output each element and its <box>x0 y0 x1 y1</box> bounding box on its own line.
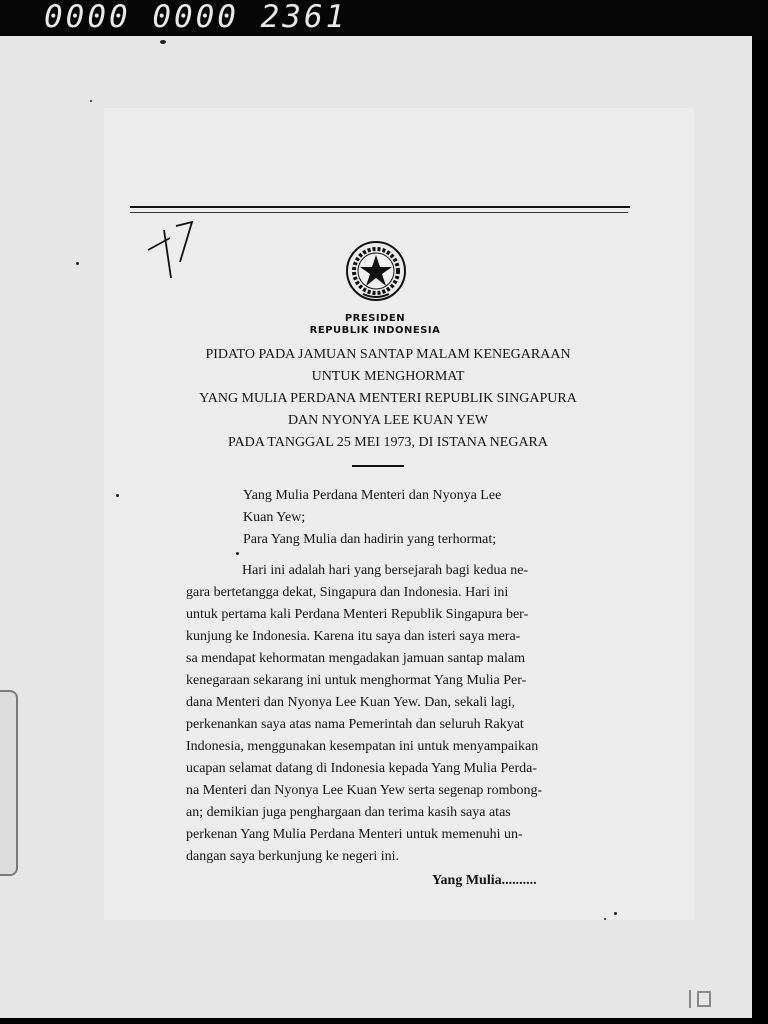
body-line: perkenankan saya atas nama Pemerintah dan seluruh Rakyat <box>186 717 524 732</box>
body-line: kenegaraan sekarang ini untuk menghormat Yang Mulia Per- <box>186 673 527 688</box>
frame-number: 0000 0000 2361 <box>44 0 348 35</box>
speech-title <box>180 344 596 454</box>
salutation-line: Kuan Yew; <box>243 510 306 525</box>
body-line: dana Menteri dan Nyonya Lee Kuan Yew. Dan, sekali lagi, <box>186 695 516 710</box>
body-line: sa mendapat kehormatan mengadakan jamuan santap malam <box>186 651 525 666</box>
body-line: kunjung ke Indonesia. Karena itu saya dan isteri saya mera- <box>186 629 521 644</box>
body-line: perkenan Yang Mulia Perdana Menteri untuk memenuhi un- <box>186 827 523 842</box>
handwritten-page-number <box>140 216 200 286</box>
salutation-line: Yang Mulia Perdana Menteri dan Nyonya Lee <box>243 488 502 503</box>
film-speck <box>76 262 79 265</box>
film-speck <box>236 552 239 555</box>
letterhead <box>300 313 450 337</box>
letterhead-line-1: PRESIDEN <box>344 313 406 324</box>
film-speck <box>116 494 119 497</box>
body-line: Hari ini adalah hari yang bersejarah bagi kedua ne- <box>242 563 529 578</box>
title-line: YANG MULIA PERDANA MENTERI REPUBLIK SINGAPURA <box>199 391 577 406</box>
body-line: ucapan selamat datang di Indonesia kepada Yang Mulia Perda- <box>186 761 538 776</box>
speech-body <box>186 560 598 868</box>
salutation <box>243 485 583 551</box>
film-header-bar <box>0 0 768 40</box>
letterhead-line-2: REPUBLIK INDONESIA <box>309 325 441 336</box>
title-line: DAN NYONYA LEE KUAN YEW <box>287 413 489 428</box>
title-line: UNTUK MENGHORMAT <box>311 369 465 384</box>
film-speck <box>604 918 606 920</box>
film-edge-tab <box>0 690 18 876</box>
header-rule-thin <box>130 212 628 213</box>
page-continuation: Yang Mulia.......... <box>432 873 537 888</box>
body-line: gara bertetangga dekat, Singapura dan Indonesia. Hari ini <box>186 585 509 600</box>
presidential-seal-star-icon <box>345 240 407 302</box>
body-line: Indonesia, menggunakan kesempatan ini untuk menyampaikan <box>186 739 539 754</box>
film-speck <box>90 100 92 102</box>
film-speck <box>160 40 166 44</box>
corner-page-mark <box>684 984 718 1012</box>
title-line: PIDATO PADA JAMUAN SANTAP MALAM KENEGARAAN <box>205 347 571 362</box>
title-line: PADA TANGGAL 25 MEI 1973, DI ISTANA NEGARA <box>227 435 549 450</box>
body-line: dangan saya berkunjung ke negeri ini. <box>186 849 400 864</box>
body-line: untuk pertama kali Perdana Menteri Republik Singapura ber- <box>186 607 529 622</box>
body-line: an; demikian juga penghargaan dan terima kasih saya atas <box>186 805 511 820</box>
salutation-line: Para Yang Mulia dan hadirin yang terhormat; <box>243 532 497 547</box>
title-divider <box>352 465 404 467</box>
header-rule <box>130 206 630 208</box>
body-line: na Menteri dan Nyonya Lee Kuan Yew serta segenap rombong- <box>186 783 543 798</box>
film-speck <box>614 912 617 915</box>
